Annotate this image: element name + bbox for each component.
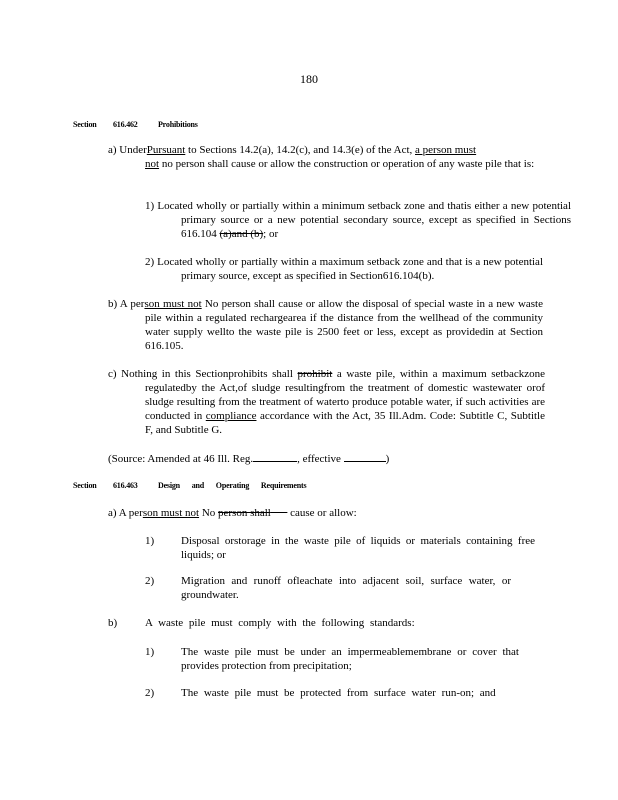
- deleted-text: prohibit: [297, 368, 333, 380]
- list-item-number: 1): [145, 535, 155, 547]
- item-2: 2) Located wholly or partially within a maximum setback zone and that is a new potential primary source, except as specified in Section616.104(b).: [145, 256, 543, 282]
- list-item: Disposal orstorage in the waste pile of liquids or materials containing free liquids; or: [181, 535, 535, 561]
- page-number: 180: [300, 72, 318, 86]
- list-item: The waste pile must be under an impermeablemembrane or cover that provides protection from precipitation;: [181, 646, 519, 672]
- paragraph-a: a) UnderPursuant to Sections 14.2(a), 14.2(c), and 14.3(e) of the Act, a person must: [108, 144, 477, 156]
- paragraph-b: b) A person must not No person shall cause or allow the disposal of special waste in a new waste pile within a regulated rechargearea if the distance from the wellhead of the community water supply wellto the waste pile is 2500 feet or less, except as providedin at Section 616.105.: [108, 298, 543, 352]
- list-item-number: 1): [145, 646, 155, 658]
- inserted-text: compliance: [205, 410, 257, 422]
- blank-line: [344, 451, 386, 462]
- deleted-text: [271, 507, 288, 519]
- inserted-text: son must not: [142, 507, 200, 519]
- paragraph-a: a) A person must not No person shall cause or allow:: [108, 507, 357, 519]
- paragraph-c: c) Nothing in this Sectionprohibits shall prohibit a waste pile, within a maximum setbackzone regulatedby the Act,of sludge resultingfrom the treatment of domestic wastewater orof sludge resulting from the treatment of waterto produce potable water, if such activities are conducted in compliance accordance with the Act, 35 Ill.Adm. Code: Subtitle C, Subtitle F, and Subtitle G.: [108, 368, 545, 436]
- section-number: 616.462: [113, 120, 138, 129]
- list-item-number: 2): [145, 687, 155, 699]
- section-title: Prohibitions: [158, 120, 198, 129]
- list-item: Migration and runoff ofleachate into adjacent soil, surface water, or groundwater.: [181, 575, 511, 601]
- list-item-number: b): [108, 617, 118, 629]
- item-1: 1) Located wholly or partially within a minimum setback zone and thatis either a new potential primary source or a new potential secondary source, except as specified in Sections 616.104 (a)and (b); or: [145, 200, 571, 240]
- section-title: Design and Operating Requirements: [158, 481, 307, 490]
- inserted-text: son must not: [144, 298, 202, 310]
- deleted-text: person shall: [218, 507, 271, 519]
- inserted-text: a person must: [415, 144, 477, 156]
- section-label: Section: [73, 481, 97, 490]
- paragraph-a-continued: not no person shall cause or allow the construction or operation of any waste pile that is:: [145, 158, 535, 170]
- section-number: 616.463: [113, 481, 138, 490]
- list-item-number: 2): [145, 575, 155, 587]
- section-label: Section: [73, 120, 97, 129]
- inserted-text: not: [145, 158, 160, 170]
- paragraph-b: A waste pile must comply with the following standards:: [145, 617, 415, 629]
- inserted-text: Pursuant: [146, 144, 186, 156]
- deleted-text: (a)and (b): [219, 228, 264, 240]
- blank-line: [253, 451, 297, 462]
- list-item: The waste pile must be protected from surface water run-on; and: [181, 687, 496, 699]
- source-note: (Source: Amended at 46 Ill. Reg. , effective ): [108, 453, 390, 465]
